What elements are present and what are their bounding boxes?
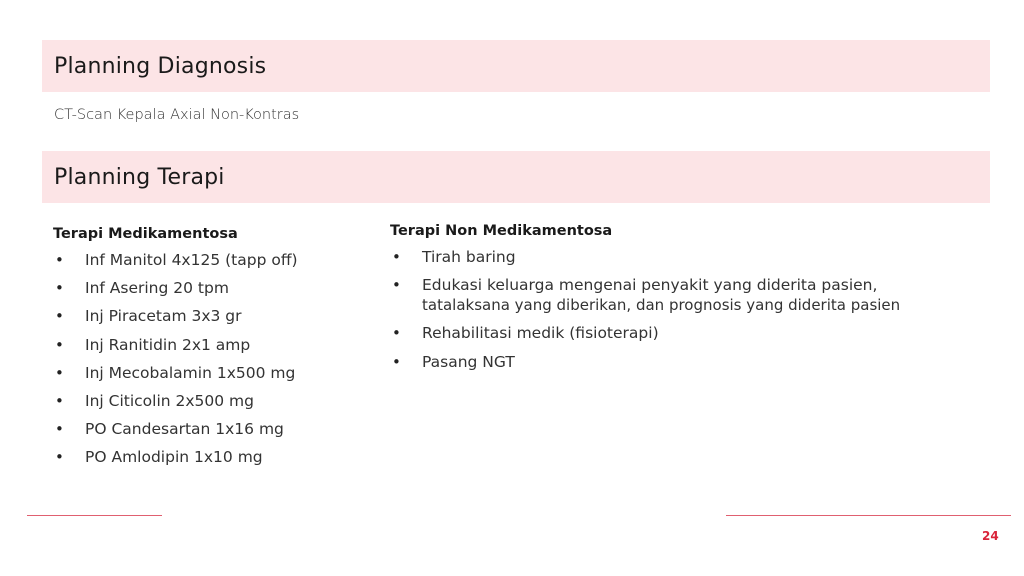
list-item xyxy=(53,278,373,298)
list-item xyxy=(53,250,373,270)
list-item-text: Inj Ranitidin 2x1 amp xyxy=(85,335,251,354)
bullet-icon: • xyxy=(392,352,401,371)
bullet-icon: • xyxy=(55,279,64,298)
list-item xyxy=(390,275,980,315)
footer-divider-left xyxy=(27,515,162,516)
medikamentosa-title: Terapi Medikamentosa xyxy=(53,226,238,242)
non-medikamentosa-list xyxy=(390,247,980,372)
list-item xyxy=(53,363,373,383)
bullet-icon: • xyxy=(392,324,401,343)
list-item xyxy=(53,391,373,411)
diagnosis-text: CT-Scan Kepala Axial Non-Kontras xyxy=(54,107,300,123)
list-item xyxy=(53,419,373,439)
list-item-text: PO Candesartan 1x16 mg xyxy=(85,420,284,439)
list-item-text: Pasang NGT xyxy=(422,352,515,371)
bullet-icon: • xyxy=(55,363,64,382)
bullet-icon: • xyxy=(392,248,401,266)
non-medikamentosa-title: Terapi Non Medikamentosa xyxy=(390,223,613,239)
page-number: 24 xyxy=(982,529,999,543)
list-item-text: Inj Citicolin 2x500 mg xyxy=(85,391,254,410)
list-item-continuation: tatalaksana yang diberikan, dan prognosis yang diderita pasien xyxy=(422,296,901,315)
medikamentosa-column xyxy=(53,226,373,476)
bullet-icon: • xyxy=(392,276,401,295)
list-item xyxy=(53,335,373,355)
list-item-text: Edukasi keluarga mengenai penyakit yang diderita pasien, xyxy=(422,276,878,295)
list-item-text: Rehabilitasi medik (fisioterapi) xyxy=(422,324,659,343)
bullet-icon: • xyxy=(55,391,64,410)
list-item-text: Inf Asering 20 tpm xyxy=(85,279,229,298)
footer-divider-right xyxy=(726,515,1011,516)
list-item-text: Inj Piracetam 3x3 gr xyxy=(85,307,242,326)
therapy-header xyxy=(42,151,990,203)
bullet-icon: • xyxy=(55,420,64,439)
list-item-text: Tirah baring xyxy=(422,248,516,266)
list-item xyxy=(53,306,373,326)
list-item-text: Inj Mecobalamin 1x500 mg xyxy=(85,363,296,382)
bullet-icon: • xyxy=(55,335,64,354)
therapy-title: Planning Terapi xyxy=(54,164,225,190)
bullet-icon: • xyxy=(55,251,64,269)
medikamentosa-list xyxy=(53,250,373,467)
list-item-text: PO Amlodipin 1x10 mg xyxy=(85,448,263,467)
diagnosis-title: Planning Diagnosis xyxy=(54,53,267,79)
list-item xyxy=(390,352,980,372)
list-item xyxy=(390,323,980,343)
diagnosis-header xyxy=(42,40,990,92)
list-item xyxy=(390,247,980,267)
bullet-icon: • xyxy=(55,448,64,467)
non-medikamentosa-column xyxy=(390,223,980,380)
bullet-icon: • xyxy=(55,307,64,326)
list-item-text: Inf Manitol 4x125 (tapp off) xyxy=(85,251,298,269)
list-item xyxy=(53,447,373,467)
